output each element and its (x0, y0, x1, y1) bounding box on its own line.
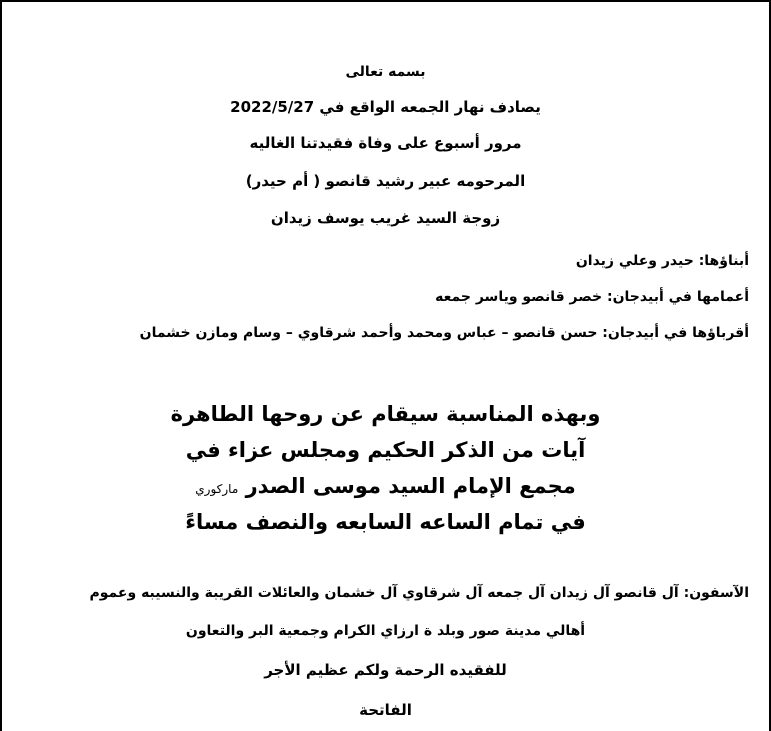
venue-name: مجمع الإمام السيد موسى الصدر (245, 474, 576, 498)
mourners-line: الآسفون: آل قانصو آل زيدان آل جمعه آل شرقاوي آل خشمان والعائلات القريبة والنسيبه وعموم (89, 585, 749, 601)
mourners-line-2: أهالي مدينة صور وبلد ة ارزاي الكرام وجمعية البر والتعاون (185, 623, 586, 639)
ceremony-line-1: وبهذه المناسبة سيقام عن روحها الطاهرة (170, 402, 601, 426)
spouse-line: زوجة السيد غريب يوسف زيدان (270, 209, 501, 227)
ceremony-line-4: في تمام الساعه السابعه والنصف مساءً (185, 510, 586, 534)
ceremony-line-3 (2, 474, 769, 498)
deceased-name: المرحومه عبير رشيد قانصو ( أم حيدر) (245, 172, 526, 190)
sons-line: أبناؤها: حيدر وعلي زيدان (575, 253, 749, 269)
occasion-line: مرور أسبوع على وفاة فقيدتنا الغاليه (249, 134, 522, 152)
condolence-line: للفقيده الرحمة ولكم عظيم الأجر (264, 661, 507, 679)
fatiha-line: الفاتحة (359, 701, 412, 719)
ceremony-line-2: آيات من الذكر الحكيم ومجلس عزاء في (185, 438, 586, 462)
basmala: بسمه تعالى (345, 64, 426, 80)
relatives-line: أقرباؤها في أبيدجان: حسن قانصو – عباس ومحمد وأحمد شرقاوي – وسام ومازن خشمان (139, 325, 749, 341)
uncles-line: أعمامها في أبيدجان: خصر قانصو وياسر جمعه (435, 289, 749, 305)
venue-suffix: ماركوري (195, 482, 239, 496)
date-line: يصادف نهار الجمعه الواقع في 2022/5/27 (230, 98, 541, 116)
